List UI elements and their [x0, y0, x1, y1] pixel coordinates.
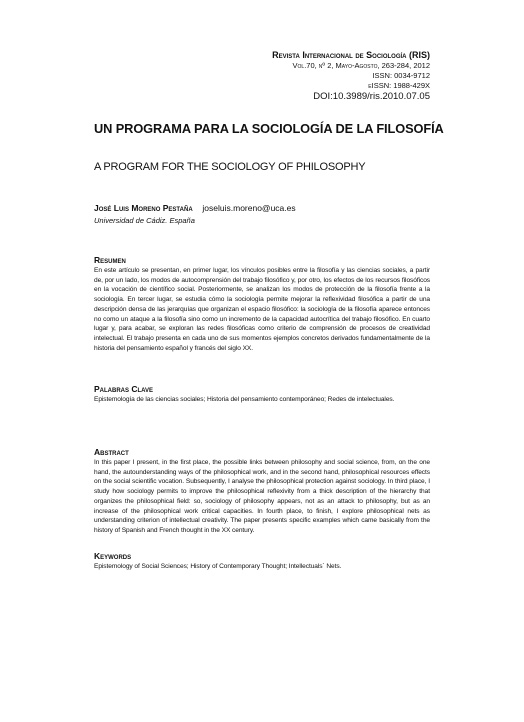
doi-link[interactable]: DOI:10.3989/ris.2010.07.05 [313, 91, 430, 102]
palabras-clave-text: Epistemología de las ciencias sociales; Historia del pensamiento contemporáneo; Redes de intelectuales. [94, 396, 395, 403]
article-title-en: A PROGRAM FOR THE SOCIOLOGY OF PHILOSOPHY [94, 161, 366, 173]
issn: ISSN: 0034-9712 [372, 71, 430, 80]
eissn: eISSN: 1988-429X [368, 81, 430, 90]
abstract-text: In this paper I present, in the first place, the possible links between philosophy and social science, from, on the one hand, the autounderstanding ways of the philosophical work, and in the second hand, philosophical resources effects on the social scientific vocation. Subsequently, I analyse the philosophical protection against sociology. In third place, I study how sociology permits to improve the philosophical reflexivity from a thick description of the hierarchy that organizes the philosophical field: so, sociology of philosophy appears, not as an attack to philosophy, but as an increase of the philosophical work critical capacities. In fourth place, to finish, I explore philosophical nets as understanding criterion of intellectual creativity. The paper presents specific examples which came basically from the history of Spanish and French thought in the XX century. [94, 459, 430, 534]
keywords-heading: Keywords [94, 551, 132, 561]
author-affiliation: Universidad de Cádiz. España [94, 216, 195, 225]
resumen-heading: Resumen [94, 255, 126, 265]
author-email[interactable]: joseluis.moreno@uca.es [202, 203, 296, 213]
keywords-text: Epistemology of Social Sciences; History of Contemporary Thought; Intellectuals´ Nets. [94, 563, 342, 570]
volume-line: Vol.70, nº 2, Mayo-Agosto, 263-284, 2012 [292, 61, 430, 70]
journal-name: Revista Internacional de Sociología (RIS) [272, 50, 430, 60]
article-title-es: UN PROGRAMA PARA LA SOCIOLOGÍA DE LA FILOSOFÍA [94, 121, 444, 136]
author-name: José Luis Moreno Pestaña [94, 203, 193, 213]
palabras-clave-heading: Palabras Clave [94, 384, 154, 394]
abstract-heading: Abstract [94, 447, 129, 457]
resumen-text: En este artículo se presentan, en primer lugar, los vínculos posibles entre la filosofía y las ciencias sociales, a partir de, por un lado, los modos de autocomprensión del trabajo filosófico y, por otro, los efectos de los recursos filosóficos en la vocación de científico social. Posteriormente, se analizan los modos de protección de la filosofía frente a la sociología. En tercer lugar, se estudia cómo la sociología permite mejorar la reflexividad filosófica a partir de una descripción densa de las jerarquías que organizan el espacio filosófico: la sociología de la filosofía aparece entonces no como un ataque a la filosofía sino como un incremento de la capacidad autocrítica del trabajo filosófico. En cuarto lugar y, para acabar, se exploran las redes filosóficas como criterio de comprensión de procesos de creatividad intelectual. El trabajo presenta en cada uno de sus momentos ejemplos concretos derivados fundamentalmente de la historia del pensamiento español y francés del siglo XX. [94, 267, 430, 352]
author-line [94, 203, 296, 213]
journal-header [90, 50, 430, 103]
